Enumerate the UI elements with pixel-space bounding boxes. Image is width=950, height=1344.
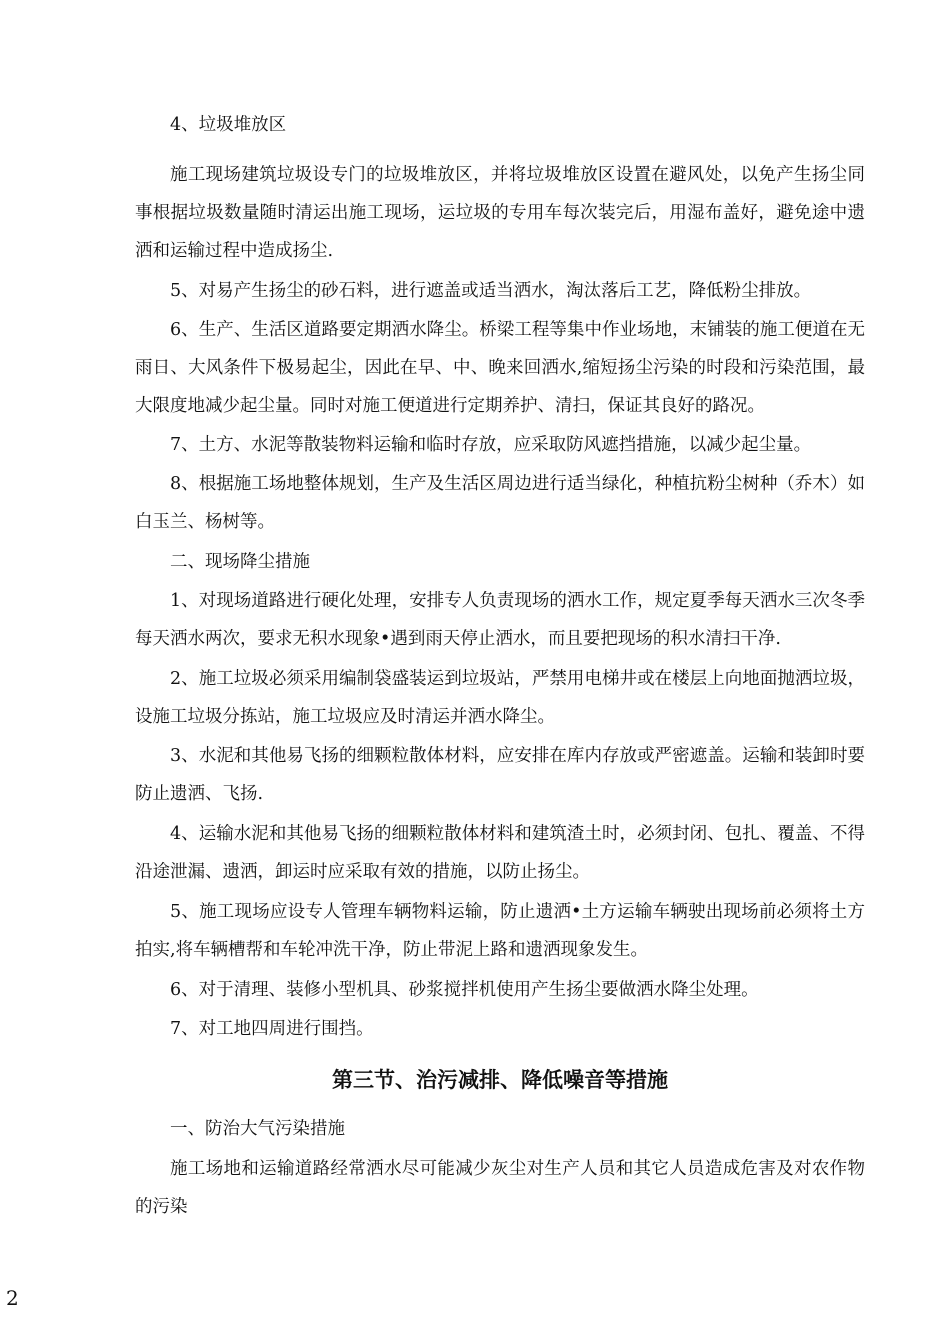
- paragraph-dust-7: 7、对工地四周进行围挡。: [170, 1019, 374, 1039]
- paragraph-item-7: 7、土方、水泥等散装物料运输和临时存放，应采取防风遮挡措施，以减少起尘量。: [170, 435, 812, 455]
- paragraph-dust-1: 1、对现场道路进行硬化处理，安排专人负责现场的洒水工作，规定夏季每天洒水三次冬季每天洒水两次，要求无积水现象•遇到雨天停止洒水，而且要把现场的积水清扫干净.: [135, 591, 865, 649]
- paragraph-dust-6: 6、对于清理、装修小型机具、砂浆搅拌机使用产生扬尘要做洒水降尘处理。: [170, 980, 759, 1000]
- paragraph-item-6: 6、生产、生活区道路要定期洒水降尘。桥梁工程等集中作业场地，末铺装的施工便道在无雨日、大风条件下极易起尘，因此在早、中、晚来回洒水,缩短扬尘污染的时段和污染范围，最大限度地减少起尘量。同时对施工便道进行定期养护、清扫，保证其良好的路况。: [135, 320, 865, 416]
- paragraph-dust-4: 4、运输水泥和其他易飞扬的细颗粒散体材料和建筑渣土时，必须封闭、包扎、覆盖、不得沿途泄漏、遗洒，卸运时应采取有效的措施，以防止扬尘。: [135, 824, 865, 882]
- page-number: 2: [6, 1286, 19, 1310]
- subheading-dust-measures: 二、现场降尘措施: [170, 552, 310, 572]
- paragraph-dust-2: 2、施工垃圾必须采用编制袋盛装运到垃圾站，严禁用电梯井或在楼层上向地面抛洒垃圾，设施工垃圾分拣站，施工垃圾应及时清运并洒水降尘。: [135, 669, 865, 727]
- paragraph-air-pollution: 施工场地和运输道路经常洒水尽可能减少灰尘对生产人员和其它人员造成危害及对农作物的污染: [135, 1159, 865, 1217]
- paragraph-dust-5: 5、施工现场应设专人管理车辆物料运输，防止遗洒•土方运输车辆驶出现场前必须将土方拍实,将车辆槽帮和车轮冲洗干净，防止带泥上路和遗洒现象发生。: [135, 902, 865, 960]
- section-heading: 第三节、治污减排、降低噪音等措施: [332, 1068, 668, 1092]
- paragraph-dust-3: 3、水泥和其他易飞扬的细颗粒散体材料，应安排在库内存放或严密遮盖。运输和装卸时要防止遗洒、飞扬.: [135, 746, 865, 804]
- paragraph-item-5: 5、对易产生扬尘的砂石料，进行遮盖或适当洒水，淘汰落后工艺，降低粉尘排放。: [170, 281, 812, 301]
- paragraph-item-8: 8、根据施工场地整体规划，生产及生活区周边进行适当绿化，种植抗粉尘树种（乔木）如白玉兰、杨树等。: [135, 474, 865, 532]
- subheading-air-pollution: 一、防治大气污染措施: [170, 1119, 345, 1139]
- subheading-garbage-area: 4、垃圾堆放区: [170, 115, 287, 135]
- paragraph-garbage-area: 施工现场建筑垃圾设专门的垃圾堆放区，并将垃圾堆放区设置在避风处，以免产生扬尘同事根据垃圾数量随时清运出施工现场，运垃圾的专用车每次装完后，用湿布盖好，避免途中遗洒和运输过程中造成扬尘.: [135, 165, 865, 261]
